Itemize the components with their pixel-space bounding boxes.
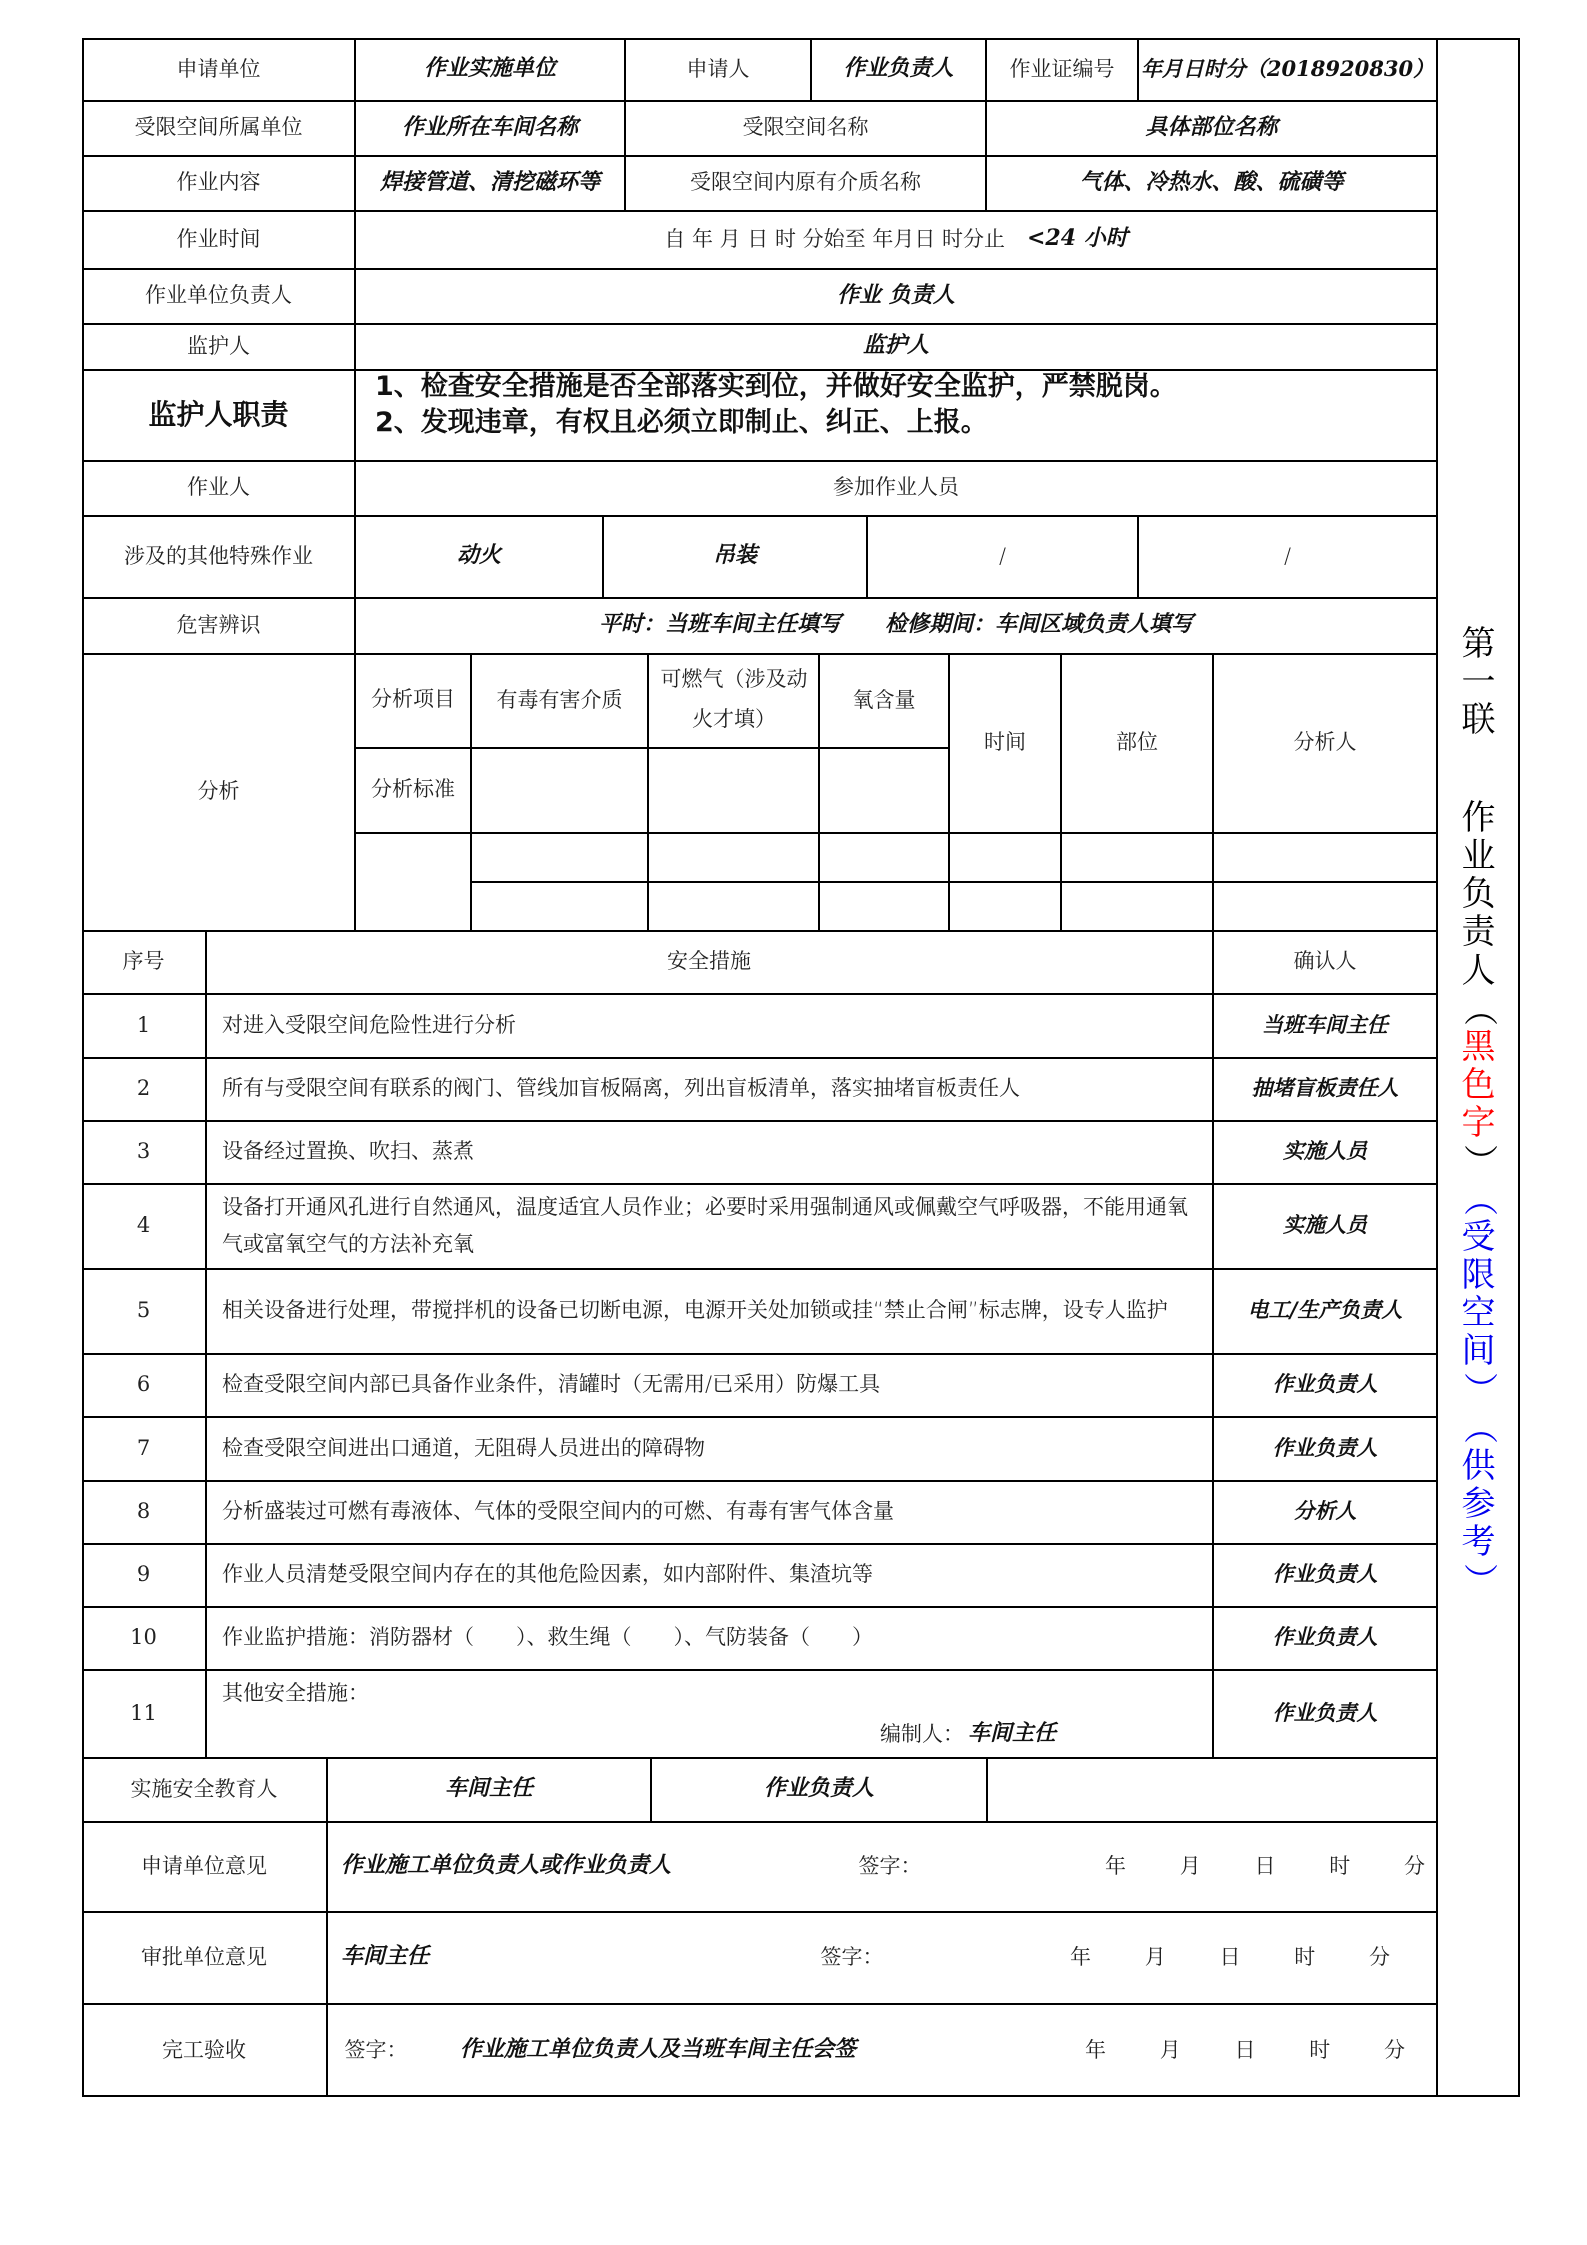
hazard-id-field[interactable]: 平时：当班车间主任填写 检修期间：车间区域负责人填写: [598, 611, 1193, 638]
analysis-header-analyst: 分析人: [1293, 730, 1357, 755]
analysis-header-time: 时间: [984, 730, 1026, 755]
copy-designation-note: [1439, 40, 1518, 2095]
guardian-duty-text: [355, 369, 1437, 460]
measure-text: 作业人员清楚受限空间内存在的其他危险因素，如内部附件、集渣坑等: [222, 1562, 873, 1587]
measure-no: 10: [130, 1625, 157, 1650]
measure-text: 检查受限空间内部已具备作业条件，清罐时（无需用/已采用）防爆工具: [222, 1372, 881, 1397]
date-unit: 日: [1254, 1853, 1276, 1878]
applicant-date[interactable]: [1105, 1821, 1425, 1911]
guardian-duty-label: 监护人职责: [148, 397, 289, 431]
side-part-1: 第 一 联: [1461, 624, 1496, 741]
measure-no: 9: [136, 1562, 151, 1587]
applicant-unit-field[interactable]: 作业实施单位: [423, 55, 556, 82]
measure-text: 作业监护措施：消防器材（ ）、救生绳（ ）、气防装备（ ）: [222, 1625, 873, 1650]
applicant-opinion-label: 申请单位意见: [141, 1853, 267, 1878]
date-unit: 月: [1144, 1944, 1166, 1969]
applicant-opinion-field[interactable]: 作业施工单位负责人或作业负责人: [341, 1852, 672, 1879]
analysis-header-combustible: 可燃气（涉及动火才填）: [660, 667, 808, 731]
guardian-duty-line-2: 2、发现违章，有权且必须立即制止、纠正、上报。: [375, 407, 988, 439]
work-time-range: 自 年 月 日 时 分始至 年月日 时分止: [664, 226, 1005, 251]
special-op-item[interactable]: /: [1283, 543, 1292, 568]
date-unit: 分: [1404, 1853, 1425, 1878]
analysis-standard-label: 分析标准: [371, 776, 455, 801]
worker-field[interactable]: 参加作业人员: [833, 475, 959, 500]
side-part-2: 作 业 负 责 人: [1461, 798, 1496, 991]
measure-text: 设备经过置换、吹扫、蒸煮: [222, 1139, 474, 1164]
special-op-item[interactable]: 吊装: [712, 542, 757, 569]
measure-no: 2: [136, 1076, 151, 1101]
analysis-header-oxygen: 氧含量: [852, 687, 916, 712]
measure-text: 所有与受限空间有联系的阀门、管线加盲板隔离，列出盲板清单，落实抽堵盲板责任人: [222, 1076, 1020, 1101]
date-unit: 分: [1369, 1944, 1390, 1969]
measures-confirmer-header: 确认人: [1293, 949, 1357, 974]
date-unit: 时: [1309, 2037, 1331, 2062]
original-medium-label: 受限空间内原有介质名称: [690, 170, 921, 195]
measures-no-header: 序号: [122, 949, 165, 974]
measure-confirmer[interactable]: 作业负责人: [1272, 1699, 1378, 1725]
analysis-header-toxic: 有毒有害介质: [496, 687, 623, 712]
work-content-field[interactable]: 焊接管道、清挖磁环等: [379, 168, 600, 195]
side-part-4: （ 受 限 空 间 ）: [1458, 1182, 1499, 1407]
work-time-field[interactable]: [355, 210, 1437, 268]
date-unit: 日: [1234, 2037, 1256, 2062]
side-part-5: （ 供 参 考 ）: [1458, 1410, 1499, 1597]
worker-label: 作业人: [187, 475, 250, 500]
measure-confirmer[interactable]: 实施人员: [1283, 1212, 1367, 1238]
unit-leader-field[interactable]: 作业 负责人: [837, 281, 955, 308]
date-unit: 年: [1105, 1853, 1126, 1878]
date-unit: 年: [1085, 2037, 1106, 2062]
measure-confirmer[interactable]: 作业负责人: [1272, 1561, 1378, 1587]
completion-date[interactable]: [1085, 2003, 1405, 2097]
guardian-duty-line-1: 1、检查安全措施是否全部落实到位，并做好安全监护，严禁脱岗。: [375, 371, 1177, 402]
measure-confirmer[interactable]: 抽堵盲板责任人: [1251, 1075, 1399, 1101]
measure-text: 分析盛装过可燃有毒液体、气体的受限空间内的可燃、有毒有害气体含量: [222, 1499, 894, 1524]
measure-text: 检查受限空间进出口通道，无阻碍人员进出的障碍物: [222, 1435, 705, 1460]
work-time-label: 作业时间: [176, 226, 261, 251]
date-unit: 日: [1219, 1944, 1241, 1969]
measure-no: 4: [136, 1213, 151, 1238]
analysis-header-location: 部位: [1116, 730, 1158, 755]
measures-text-header: 安全措施: [667, 949, 751, 974]
guardian-field[interactable]: 监护人: [862, 332, 929, 359]
applicant-label: 申请人: [686, 56, 750, 81]
date-unit: 时: [1329, 1853, 1351, 1878]
special-op-item[interactable]: /: [998, 543, 1007, 568]
compiler-label: 编制人：: [880, 1721, 964, 1746]
date-unit: 年: [1070, 1944, 1091, 1969]
date-unit: 月: [1159, 2037, 1181, 2062]
compiler: [880, 1714, 1210, 1754]
measure-no: 11: [130, 1700, 157, 1725]
measure-text: 设备打开通风孔进行自然通风，温度适宜人员作业；必要时采用强制通风或佩戴空气呼吸器，不能用通氧气或富氧空气的方法补充氧: [222, 1194, 1188, 1256]
measure-text: 对进入受限空间危险性进行分析: [222, 1012, 516, 1037]
side-part-3: （ 黑 色 字 ）: [1458, 991, 1499, 1178]
applicant-unit-label: 申请单位: [176, 56, 261, 81]
permit-number-field[interactable]: 年月日时分（2018920830）: [1140, 55, 1435, 81]
approver-sign-label: 签字：: [820, 1944, 884, 1969]
measure-no: 1: [136, 1012, 151, 1037]
space-name-field[interactable]: 具体部位名称: [1145, 113, 1278, 140]
completion-field[interactable]: 作业施工单位负责人及当班车间主任会签: [460, 2036, 857, 2063]
measure-confirmer[interactable]: 作业负责人: [1272, 1434, 1378, 1460]
date-unit: 分: [1384, 2037, 1405, 2062]
permit-number-label: 作业证编号: [1009, 56, 1115, 81]
approver-opinion-field[interactable]: 车间主任: [341, 1943, 430, 1970]
measure-no: 8: [136, 1499, 151, 1524]
education-person-1[interactable]: 车间主任: [444, 1775, 533, 1802]
measure-confirmer[interactable]: 电工/生产负责人: [1247, 1297, 1403, 1323]
applicant-sign-label: 签字：: [858, 1853, 922, 1878]
approver-opinion-label: 审批单位意见: [141, 1944, 267, 1969]
measure-no: 7: [136, 1435, 151, 1460]
date-unit: 时: [1294, 1944, 1316, 1969]
approver-date[interactable]: [1070, 1911, 1390, 2003]
measure-confirmer[interactable]: 当班车间主任: [1262, 1011, 1388, 1037]
hazard-id-label: 危害辨识: [176, 612, 261, 637]
completion-label: 完工验收: [162, 2037, 246, 2062]
space-name-label: 受限空间名称: [742, 115, 869, 140]
analysis-item-label: 分析项目: [371, 687, 455, 712]
guardian-label: 监护人: [187, 333, 250, 358]
measure-confirmer[interactable]: 作业负责人: [1272, 1624, 1378, 1650]
measure-no: 6: [136, 1372, 151, 1397]
education-person-2[interactable]: 作业负责人: [763, 1775, 874, 1802]
measure-no: 5: [136, 1298, 151, 1323]
measure-no: 3: [136, 1139, 151, 1164]
measure-text: 相关设备进行处理，带搅拌机的设备已切断电源，电源开关处加锁或挂“禁止合闸”标志牌，设专人监护: [222, 1298, 1168, 1323]
unit-leader-label: 作业单位负责人: [145, 283, 292, 308]
education-person-3[interactable]: [987, 1757, 1437, 1821]
work-content-label: 作业内容: [176, 170, 261, 195]
work-time-limit: <24 小时: [1027, 225, 1128, 252]
education-label: 实施安全教育人: [130, 1776, 278, 1801]
special-op-item[interactable]: 动火: [456, 542, 501, 569]
special-ops-label: 涉及的其他特殊作业: [124, 543, 313, 568]
measure-confirmer[interactable]: 实施人员: [1283, 1138, 1367, 1164]
compiler-value: 车间主任: [968, 1720, 1057, 1747]
original-medium-field[interactable]: 气体、冷热水、酸、硫磺等: [1079, 168, 1344, 195]
applicant-field[interactable]: 作业负责人: [843, 55, 954, 82]
analysis-label: 分析: [197, 779, 240, 804]
completion-sign-label: 签字：: [344, 2037, 408, 2062]
space-owner-unit-field[interactable]: 作业所在车间名称: [401, 113, 578, 140]
date-unit: 月: [1179, 1853, 1201, 1878]
measure-text: 其他安全措施：: [222, 1681, 369, 1705]
measure-confirmer[interactable]: 作业负责人: [1272, 1371, 1378, 1397]
space-owner-unit-label: 受限空间所属单位: [134, 115, 303, 140]
measure-confirmer[interactable]: 分析人: [1293, 1498, 1357, 1524]
